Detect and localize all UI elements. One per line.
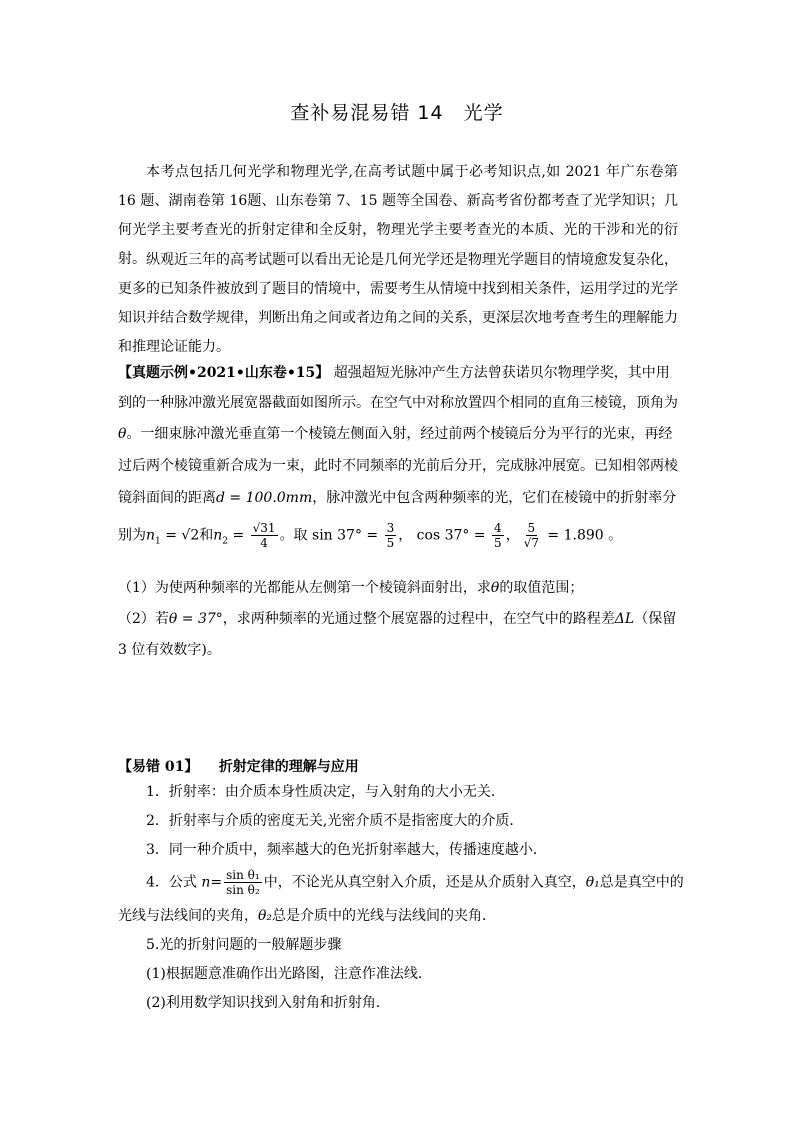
question-1-theta: θ xyxy=(490,580,500,596)
question-1 xyxy=(118,577,583,597)
question-1-text-a: （1）为使两种频率的光都能从左侧第一个棱镜斜面射出，求 xyxy=(118,580,491,596)
snell-denominator: sin θ₂ xyxy=(226,883,260,897)
cos-fraction xyxy=(492,521,504,550)
sin-text: 。取 sin 37° = xyxy=(279,527,383,544)
item-3: 3．同一种介质中，频率越大的色光折射率越大，传播速度越小． xyxy=(146,842,547,858)
example-line-3 xyxy=(118,423,672,443)
item-4-text-d: 光线与法线间的夹角， xyxy=(118,908,258,924)
n1-value: = √2 xyxy=(160,527,200,544)
item-4-cont xyxy=(118,905,496,925)
example-text-1: 超强超短光脉冲产生方法曾获诺贝尔物理学奖，其中用 xyxy=(333,365,670,381)
example-text-5a: 镜斜面间的距离 xyxy=(118,490,216,506)
cos-denominator: 5 xyxy=(494,536,502,550)
page-title: 查补易混易错 14 光学 xyxy=(290,102,504,124)
ratio-fraction xyxy=(522,521,541,550)
n2-symbol: n xyxy=(213,527,223,544)
question-2-text-e: （保留 xyxy=(634,611,677,627)
question-2-text-c: ，求两种频率的光通过整个展宽器的过程中，在空气中的路程差 xyxy=(222,611,615,627)
distance-value: d = 100.0mm xyxy=(216,490,313,506)
item-4-text-c: 总是真空中的 xyxy=(599,874,684,891)
example-line-2: 到的一种脉冲激光展宽器截面如图所示。在空气中对称放置四个相同的直角三棱镜，顶角为 xyxy=(118,395,678,411)
theta-symbol: θ xyxy=(118,426,127,442)
item-1: 1．折射率：由介质本身性质决定，与入射角的大小无关． xyxy=(146,784,505,800)
example-text-6a: 别为 xyxy=(118,527,146,544)
sin-fraction xyxy=(385,521,397,550)
section-heading xyxy=(118,756,359,776)
n2-eq: = xyxy=(228,527,249,544)
question-2-text-a: （2）若 xyxy=(118,611,169,627)
cos-text: ， cos 37° = xyxy=(398,527,491,544)
sin-numerator: 3 xyxy=(386,521,395,535)
example-tag: 【真题示例•2021•山东卷•15】 xyxy=(118,365,330,381)
intro-paragraph-2: 纵观近三年的高考试题可以看出无论是几何光学还是物理光学题目的情境愈发复杂化，更多的已知条件被放到了题目的情境中，需要考生从情境中找到相关条件，运用学过的光学知识并结合数学规律，判断出角之间或者边角之间的关系，更深层次地考查考生的理解能力和推理论证能力。 xyxy=(118,252,678,355)
item-4 xyxy=(146,868,684,897)
cos-numerator: 4 xyxy=(494,521,502,535)
example-line-4: 过后两个棱镜重新合成为一束，此时不同频率的光前后分开，完成脉冲展宽。已知相邻两棱 xyxy=(118,458,678,474)
example-text-5c: ，脉冲激光中包含两种频率的光，它们在棱镜中的折射率分 xyxy=(312,490,677,506)
n1-subscript: 1 xyxy=(155,536,161,547)
section-name: 折射定律的理解与应用 xyxy=(218,759,359,775)
snell-numerator: sin θ₁ xyxy=(226,868,260,882)
question-2-cont: 3 位有效数字)。 xyxy=(118,642,221,658)
item-4-theta2: θ₂ xyxy=(258,908,273,924)
ratio-denominator: √7 xyxy=(523,536,539,550)
sin-denominator: 5 xyxy=(386,536,395,550)
example-text-3: 。一细束脉冲激光垂直第一个棱镜左侧面入射，经过前两个棱镜后分为平行的光束，再经 xyxy=(126,426,673,442)
item-4-eq: = xyxy=(210,874,223,891)
question-2-delta: ΔL xyxy=(614,611,635,627)
example-line-5 xyxy=(118,487,676,507)
item-4-text-a: 4．公式 xyxy=(146,874,202,891)
snell-fraction xyxy=(224,868,262,897)
n2-numerator: √31 xyxy=(252,521,276,535)
ratio-numerator: 5 xyxy=(527,521,536,535)
intro-paragraph-1: 本考点包括几何光学和物理光学,在高考试题中属于必考知识点,如 2021 年广东卷第 16 题、湖南卷第 16题、山东卷第 7、15 题等全国卷、新高考省份都考查了光学知识；几何光学主要考查光的折射定律和全反射，物理光学主要考查光的本质、光的干涉和光的衍射。 xyxy=(118,164,678,267)
step-2: (2)利用数学知识找到入射角和折射角． xyxy=(146,995,390,1011)
item-4-text-b: 中，不论光从真空射入介质，还是从介质射入真空， xyxy=(263,874,586,891)
and-text: 和 xyxy=(199,527,214,544)
section-tag: 【易错 01】 xyxy=(118,759,199,775)
n2-subscript: 2 xyxy=(222,536,228,547)
n2-denominator: 4 xyxy=(260,536,268,550)
ratio-value: = 1.890 。 xyxy=(542,527,623,544)
example-line-1 xyxy=(118,362,670,382)
item-4-theta1: θ₁ xyxy=(585,874,600,891)
n1-symbol: n xyxy=(146,527,156,544)
example-line-6 xyxy=(118,521,622,550)
item-4-text-e: 总是介质中的光线与法线间的夹角． xyxy=(272,908,497,924)
item-4-n: n xyxy=(201,874,211,891)
sep-text: ， xyxy=(505,527,520,544)
n2-fraction xyxy=(251,521,278,550)
item-2: 2．折射率与介质的密度无关,光密介质不是指密度大的介质． xyxy=(146,813,524,829)
question-2 xyxy=(118,608,676,628)
item-5: 5.光的折射问题的一般解题步骤 xyxy=(146,937,342,953)
step-1: (1)根据题意准确作出光路图，注意作准法线． xyxy=(146,966,432,982)
question-1-text-c: 的取值范围； xyxy=(499,580,584,596)
question-2-theta: θ = 37° xyxy=(168,611,223,627)
